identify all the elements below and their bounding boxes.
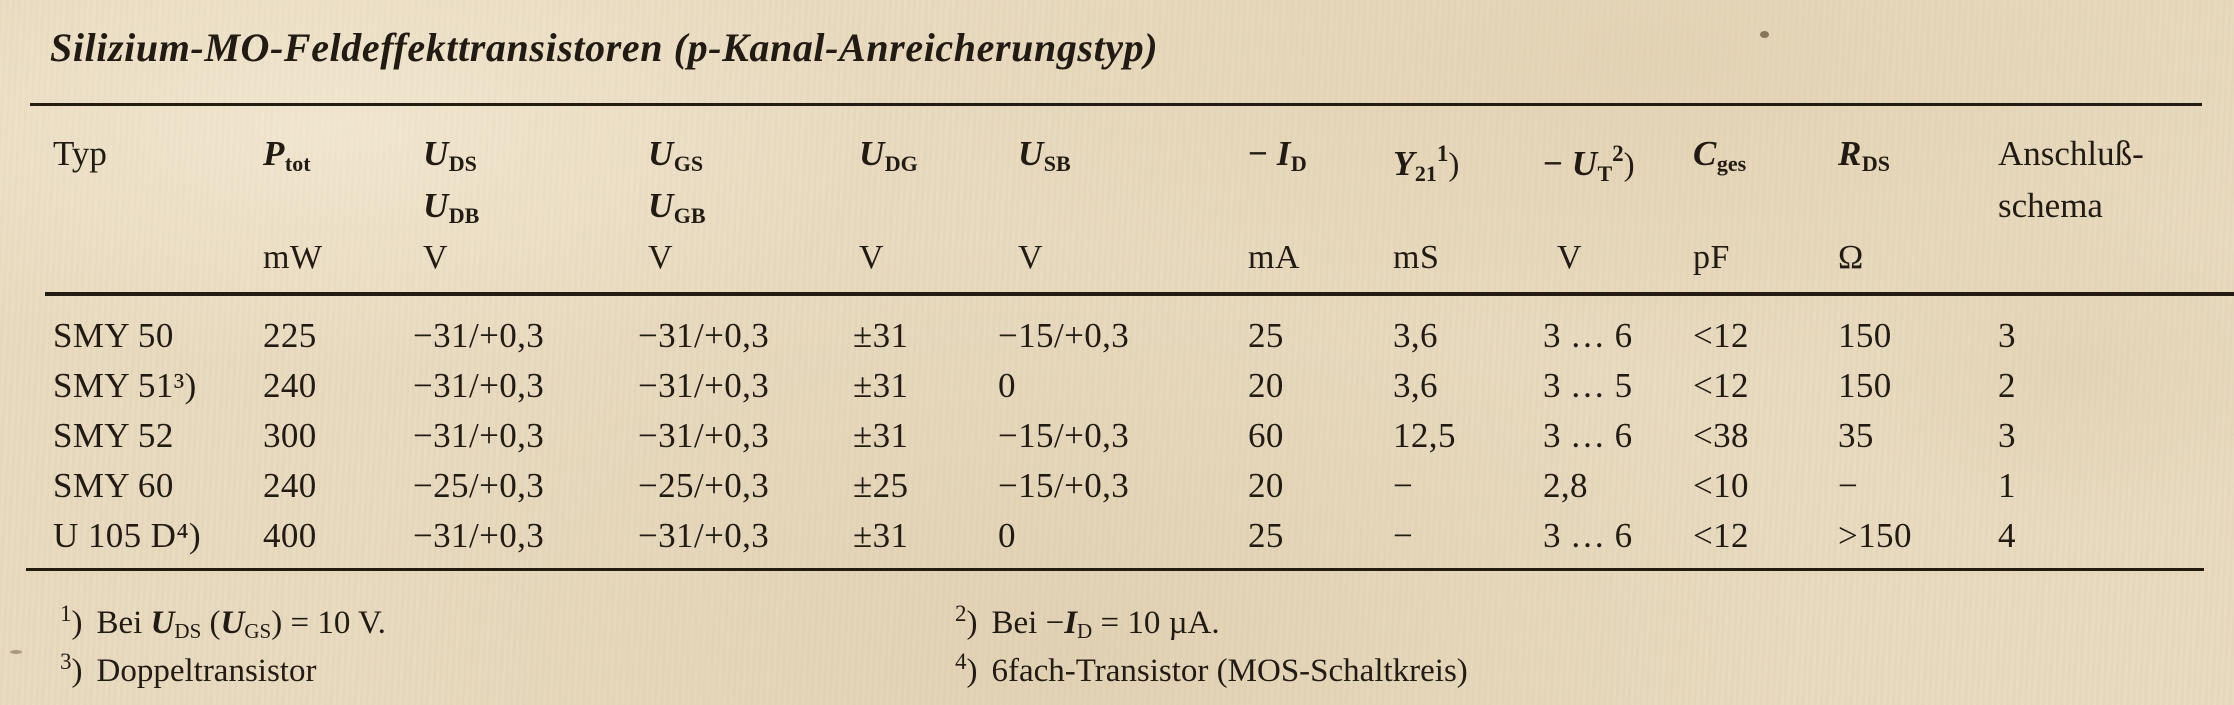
footnotes	[60, 594, 2180, 690]
symbol-U: U	[1018, 134, 1044, 173]
cell-typ: SMY 52	[53, 415, 174, 455]
footnote	[955, 594, 2180, 642]
symbol-U: U	[859, 134, 885, 173]
cell-usb: −15/+0,3	[998, 465, 1130, 505]
cell-ptot: 300	[263, 415, 317, 455]
page-title: Silizium-MO-Feldeffekttransistoren (p-Kanal-Anreicherungstyp)	[50, 25, 1159, 70]
cell-usb: −15/+0,3	[998, 415, 1130, 455]
footnote-text: Bei $-I_D = 10$ µA.	[991, 605, 1220, 643]
header-line: $U_{GB}$	[648, 186, 706, 228]
footnote	[955, 642, 2180, 690]
cell-ptot: 225	[263, 315, 317, 355]
unit-label: mS	[1393, 239, 1440, 276]
header-line	[998, 186, 1240, 238]
cell-typ: SMY 50	[53, 315, 174, 355]
footnote	[60, 642, 955, 690]
cell-udg: ±31	[853, 415, 909, 455]
unit-label: V	[423, 239, 449, 276]
column-header-ut	[1535, 118, 1685, 290]
column-header-cges	[1685, 118, 1830, 290]
cell-usb: 0	[998, 515, 1016, 555]
cell-schema: 2	[1998, 365, 2016, 405]
column-header-rds	[1830, 118, 1990, 290]
header-line	[1838, 186, 1990, 238]
cell-ptot: 240	[263, 465, 317, 505]
cell-udg: ±31	[853, 365, 909, 405]
header-line	[853, 186, 990, 238]
cell-uds: −25/+0,3	[413, 465, 545, 505]
header-line: $U_{GS}$	[648, 134, 704, 176]
table-header	[45, 118, 2190, 290]
cell-schema: 3	[1998, 415, 2016, 455]
cell-cges: <12	[1693, 315, 1749, 355]
cell-schema: 3	[1998, 315, 2016, 355]
unit-label: pF	[1693, 239, 1730, 276]
transistor-spec-table	[45, 118, 2190, 568]
cell-idr: 25	[1248, 315, 1284, 355]
cell-ugs: −31/+0,3	[638, 315, 770, 355]
table-row	[45, 510, 2190, 568]
symbol-C: C	[1693, 134, 1717, 173]
cell-ptot: 400	[263, 515, 317, 555]
column-header-usb	[990, 118, 1240, 290]
cell-uds: −31/+0,3	[413, 315, 545, 355]
unit-label: V	[859, 239, 885, 276]
symbol-Y: Y	[1393, 144, 1415, 183]
paper-speck	[1760, 31, 1769, 38]
cell-rds: 35	[1838, 415, 1874, 455]
table-row	[45, 360, 2190, 410]
cell-rds: −	[1838, 465, 1859, 505]
cell-uds: −31/+0,3	[413, 515, 545, 555]
paper-speck	[10, 650, 22, 654]
column-header-idr	[1240, 118, 1385, 290]
cell-y21: −	[1393, 465, 1414, 505]
cell-ut: 3 … 5	[1543, 365, 1633, 405]
header-line	[1693, 186, 1830, 238]
column-header-udg	[845, 118, 990, 290]
column-header-ugs	[630, 118, 845, 290]
header-line: $Y_{21}^1$)	[1393, 141, 1460, 186]
cell-uds: −31/+0,3	[413, 415, 545, 455]
header-line	[1393, 186, 1535, 238]
cell-ptot: 240	[263, 365, 317, 405]
column-header-uds	[405, 118, 630, 290]
symbol-U: U	[1571, 144, 1598, 183]
header-line: $C_{ges}$	[1693, 134, 1747, 176]
header-line: Anschluß-	[1998, 134, 2144, 173]
header-line	[1543, 186, 1685, 238]
cell-usb: −15/+0,3	[998, 315, 1130, 355]
unit-label	[1998, 238, 2190, 290]
footnote-marker: $^4$)	[955, 649, 978, 689]
cell-ut: 3 … 6	[1543, 515, 1633, 555]
header-line: − $U_T^2$)	[1543, 141, 1635, 186]
table-row	[45, 460, 2190, 510]
footnote-marker: $^1$)	[60, 601, 83, 641]
column-header-schema	[1990, 118, 2190, 290]
cell-ugs: −31/+0,3	[638, 415, 770, 455]
header-line	[1248, 186, 1385, 238]
cell-typ: SMY 51³)	[53, 365, 197, 405]
table-body	[45, 290, 2190, 568]
header-line: $U_{DS}$	[423, 134, 477, 176]
symbol-U: U	[423, 134, 449, 173]
footnote-marker: $^2$)	[955, 601, 978, 641]
cell-cges: <12	[1693, 515, 1749, 555]
header-line: $U_{SB}$	[1018, 134, 1071, 176]
symbol-I: I	[1276, 134, 1291, 173]
cell-idr: 20	[1248, 465, 1284, 505]
header-line: $U_{DB}$	[423, 186, 480, 228]
cell-cges: <10	[1693, 465, 1749, 505]
column-header-typ	[45, 118, 255, 290]
unit-label	[53, 238, 255, 290]
cell-rds: 150	[1838, 365, 1892, 405]
table-row	[45, 410, 2190, 460]
footnote	[60, 594, 955, 642]
unit-label: Ω	[1838, 239, 1864, 276]
cell-ugs: −31/+0,3	[638, 365, 770, 405]
table-row	[45, 290, 2190, 360]
cell-ut: 3 … 6	[1543, 315, 1633, 355]
cell-udg: ±31	[853, 315, 909, 355]
cell-y21: −	[1393, 515, 1414, 555]
symbol-P: P	[263, 134, 285, 173]
header-row	[45, 118, 2190, 290]
header-line: − $I_D$	[1248, 134, 1307, 176]
rule-top	[30, 103, 2202, 106]
unit-label: V	[648, 239, 674, 276]
header-line: schema	[1998, 186, 2103, 225]
cell-ut: 3 … 6	[1543, 415, 1633, 455]
cell-typ: SMY 60	[53, 465, 174, 505]
column-header-y21	[1385, 118, 1535, 290]
cell-udg: ±31	[853, 515, 909, 555]
cell-rds: 150	[1838, 315, 1892, 355]
cell-y21: 3,6	[1393, 315, 1438, 355]
symbol-U: U	[423, 186, 449, 225]
symbol-R: R	[1838, 134, 1862, 173]
footnote-text: Doppeltransistor	[96, 653, 317, 689]
header-line: $U_{DG}$	[859, 134, 918, 176]
rule-above-footnotes	[26, 568, 2204, 571]
cell-ut: 2,8	[1543, 465, 1588, 505]
cell-ugs: −31/+0,3	[638, 515, 770, 555]
header-line: $R_{DS}$	[1838, 134, 1890, 176]
symbol-U: U	[648, 186, 674, 225]
cell-y21: 3,6	[1393, 365, 1438, 405]
header-line: Typ	[53, 134, 107, 173]
cell-idr: 20	[1248, 365, 1284, 405]
unit-label: V	[1018, 239, 1044, 276]
unit-label: mA	[1248, 239, 1300, 276]
header-line	[53, 186, 255, 238]
unit-label: mW	[263, 239, 323, 276]
cell-rds: >150	[1838, 515, 1912, 555]
cell-usb: 0	[998, 365, 1016, 405]
column-header-ptot	[255, 118, 405, 290]
footnote-text: Bei $U_{DS}$ $(U_{GS}) = 10$ V.	[96, 605, 386, 643]
footnote-text: 6fach-Transistor (MOS-Schaltkreis)	[991, 653, 1468, 689]
cell-idr: 60	[1248, 415, 1284, 455]
symbol-U: U	[648, 134, 674, 173]
cell-cges: <12	[1693, 365, 1749, 405]
cell-typ: U 105 D⁴)	[53, 515, 202, 555]
cell-uds: −31/+0,3	[413, 365, 545, 405]
header-line: $P_{tot}$	[263, 134, 311, 176]
cell-y21: 12,5	[1393, 415, 1456, 455]
unit-label: V	[1557, 239, 1583, 276]
cell-idr: 25	[1248, 515, 1284, 555]
cell-schema: 1	[1998, 465, 2016, 505]
cell-schema: 4	[1998, 515, 2016, 555]
cell-udg: ±25	[853, 465, 909, 505]
cell-cges: <38	[1693, 415, 1749, 455]
footnote-marker: $^3$)	[60, 649, 83, 689]
header-line	[263, 186, 405, 238]
cell-ugs: −25/+0,3	[638, 465, 770, 505]
